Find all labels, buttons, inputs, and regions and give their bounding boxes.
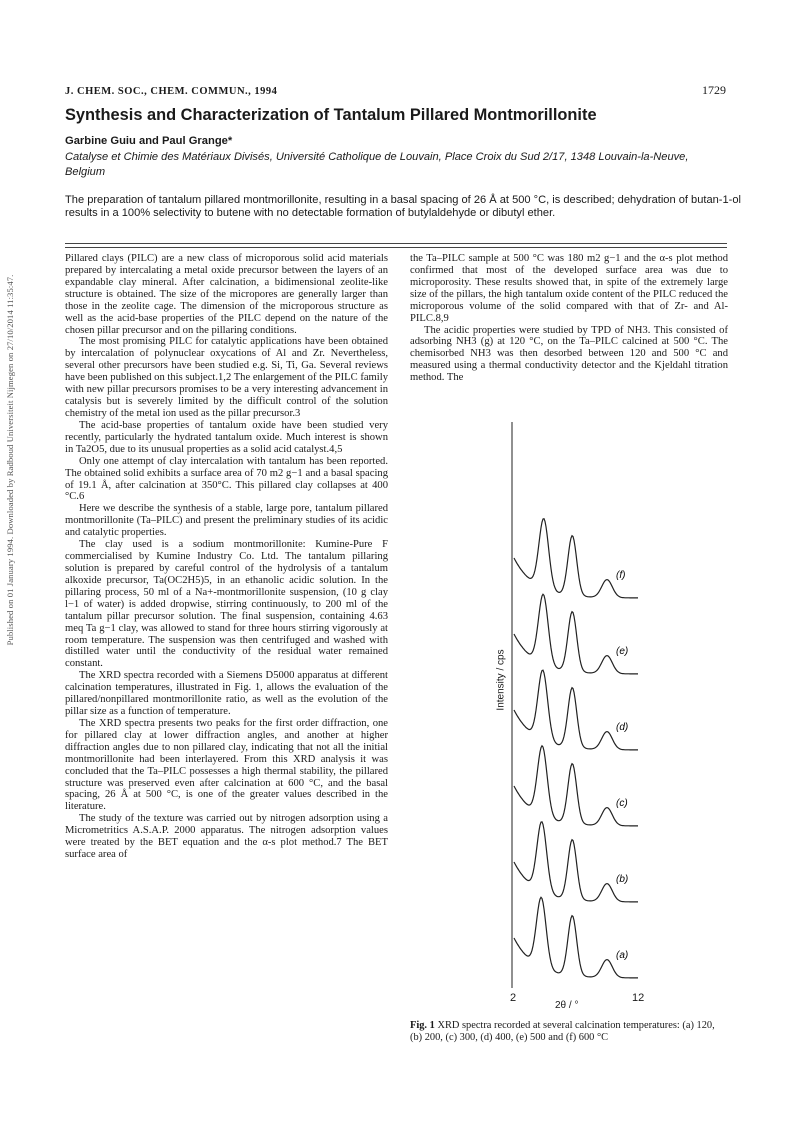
paragraph: The acid-base properties of tantalum oxide have been studied very recently, particularly the hydrated tantalum oxide. Much interest is shown in Ta2O5, due to its unusual properties as a solid acid catalyst.4,5 xyxy=(65,419,388,455)
trace-label: (e) xyxy=(616,646,629,657)
xrd-trace xyxy=(514,670,638,750)
body-column-left xyxy=(65,253,388,861)
x-axis-label: 2θ / ° xyxy=(555,1000,579,1011)
xrd-trace xyxy=(514,897,638,978)
paragraph: The XRD spectra recorded with a Siemens D5000 apparatus at different calcination temperatures, illustrated in Fig. 1, allows the evaluation of the pillared/nonpillared montmorillonite ratio, as well as the evolution of the pillar size as a function of temperature. xyxy=(65,670,388,718)
paragraph: Pillared clays (PILC) are a new class of microporous solid acid materials prepared by intercalating a metal oxide precursor between the layers of an expandable clay mineral. After calcination, a bidimensional zeolite-like structure is obtained. The size of the micropores are generally larger than those in the zeolite cage. The dimension of the microporous structure as well as the acid-base properties of the PILC depend on the nature of the chosen pillar precursor and on the pillaring conditions. xyxy=(65,253,388,336)
trace-label: (c) xyxy=(616,798,628,809)
xrd-trace xyxy=(514,822,638,902)
paragraph: the Ta–PILC sample at 500 °C was 180 m2 g−1 and the α-s plot method confirmed that most of the developed surface area was due to microporosity. These results showed that, in spite of the extremely large size of the pillars, the high tantalum oxide content of the PILC reduced the microporous volume of the solid compared with that of Zr- and Al-PILC.8,9 xyxy=(410,253,728,324)
paragraph: The most promising PILC for catalytic applications have been obtained by intercalation of polynuclear oxycations of Al and Zr. Nevertheless, several other precursors have been studied e.g. Si, Ti, Ga. Several reviews have been published on this subject.1,2 The enlargement of the PILC family with new pillar precursors promises to be a very interesting advancement in catalysis but is severely limited by the difficult control of the solution chemistry of the metal ion used as the pillar precursor.3 xyxy=(65,336,388,419)
abstract: The preparation of tantalum pillared montmorillonite, resulting in a basal spacing of 26 Å at 500 °C, is described; dehydration of butan-1-ol results in a 100% selectivity to butene with no detectable formation of butylaldehyde or dibutyl ether. xyxy=(65,194,741,220)
xrd-trace xyxy=(514,594,638,674)
x-tick-max: 12 xyxy=(632,992,645,1004)
caption-label: Fig. 1 xyxy=(410,1020,435,1031)
journal-header: J. CHEM. SOC., CHEM. COMMUN., 1994 xyxy=(65,86,278,97)
paragraph: The acidic properties were studied by TPD of NH3. This consisted of adsorbing NH3 (g) at 120 °C, on the Ta–PILC calcined at 500 °C. The chemisorbed NH3 was then desorbed between 120 and 500 °C and measured using a thermal conductivity detector and the Kjeldahl titration method. The xyxy=(410,324,728,384)
body-column-right xyxy=(410,253,728,384)
page-number: 1729 xyxy=(702,83,726,97)
x-tick-min: 2 xyxy=(510,992,517,1004)
trace-label: (a) xyxy=(616,950,629,961)
caption-text: XRD spectra recorded at several calcination temperatures: (a) 120, (b) 200, (c) 300, (d) 400, (e) 500 and (f) 600 °C xyxy=(410,1020,715,1044)
author-list: Garbine Guiu and Paul Grange* xyxy=(65,135,233,147)
trace-label: (d) xyxy=(616,722,629,733)
paragraph: The study of the texture was carried out by nitrogen adsorption using a Micrometritics A.S.A.P. 2000 apparatus. The nitrogen adsorption values were treated by the BET equation and the α-s plot method.7 The BET surface area of xyxy=(65,813,388,861)
abstract-rule-top xyxy=(65,243,727,244)
trace-label: (f) xyxy=(616,570,626,581)
affiliation: Catalyse et Chimie des Matériaux Divisés, Université Catholique de Louvain, Place Croix du Sud 2/17, 1348 Louvain-la-Neuve, Belgium xyxy=(65,151,689,178)
figure-caption xyxy=(410,1020,728,1045)
paragraph: Only one attempt of clay intercalation with tantalum has been reported. The obtained solid exhibits a surface area of 70 m2 g−1 and a basal spacing of 19.1 Å, after calcination at 350°C. This pillared clay collapses at 400 °C.6 xyxy=(65,455,388,503)
article-title: Synthesis and Characterization of Tantalum Pillared Montmorillonite xyxy=(65,106,597,124)
paragraph: The XRD spectra presents two peaks for the first order diffraction, one for pillared clay at lower diffraction angles, and another at higher diffraction angles due to non pillared clay, indicating that not all the initial montmorillonite had been interlayered. From this XRD analysis it was concluded that the Ta–PILC possesses a high thermal stability, the pillared structure was preserved even after calcination at 600 °C, and the basal spacing, 26 Å at 500 °C, is one of the greater values described in the literature. xyxy=(65,717,388,813)
paragraph: Here we describe the synthesis of a stable, large pore, tantalum pillared montmorillonite (Ta–PILC) and present the preliminary studies of its acidic and catalytic properties. xyxy=(65,503,388,539)
trace-label: (b) xyxy=(616,874,629,885)
download-watermark: Published on 01 January 1994. Downloaded by Radboud Universiteit Nijmegen on 27/10/2014 11:35:47. xyxy=(5,274,15,646)
y-axis-label: Intensity / cps xyxy=(495,649,507,711)
abstract-rule-bottom xyxy=(65,247,727,248)
xrd-trace xyxy=(514,746,638,826)
xrd-trace xyxy=(514,519,638,598)
paragraph: The clay used is a sodium montmorillonite: Kumine-Pure F commercialised by Kumine Industry Co. Ltd. The tantalum pillaring solution is prepared by careful control of the hydrolysis of a tantalum alkoxide precursor, Ta(OC2H5)5, in an ethanolic acidic solution. In the pillaring process, 50 ml of a Na+-montmorillonite suspension, (10 g clay l−1 of water) is added dropwise, stirring continuously, to 200 ml of the tantalum pillar precursor solution. The final suspension, containing 4.63 meq Ta g−1 clay, was allowed to stand for three hours stirring vigorously at room temperature. The suspension was then centrifuged and washed with distilled water until the conductivity of the residual water remained constant. xyxy=(65,539,388,670)
